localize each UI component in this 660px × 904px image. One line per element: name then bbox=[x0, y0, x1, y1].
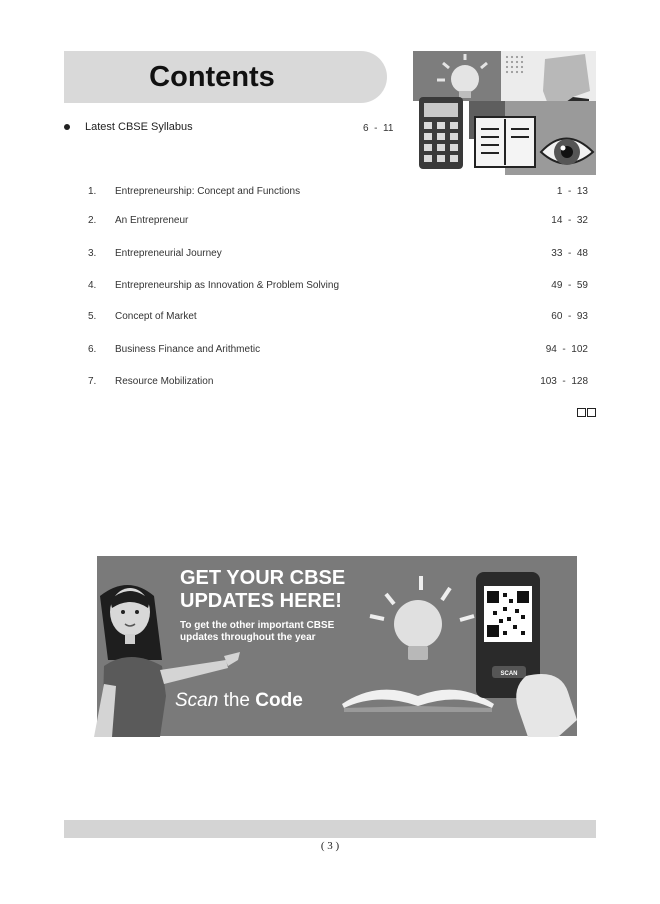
chapter-title: Concept of Market bbox=[115, 311, 197, 322]
scan-the-code-text[interactable] bbox=[175, 690, 303, 712]
chapter-number: 5. bbox=[88, 311, 97, 322]
bullet-icon bbox=[64, 124, 70, 130]
chapter-title: An Entrepreneur bbox=[115, 215, 189, 226]
chapter-title: Business Finance and Arithmetic bbox=[115, 344, 261, 355]
syllabus-pages: 6 - 11 bbox=[363, 123, 394, 134]
footer-bar bbox=[64, 820, 596, 838]
toc-entry[interactable] bbox=[88, 344, 598, 358]
book-icon bbox=[475, 117, 535, 167]
banner-headline-line1: GET YOUR CBSE bbox=[180, 567, 346, 589]
chapter-pages: 49 - 59 bbox=[551, 280, 588, 291]
header-illustration bbox=[413, 51, 596, 175]
banner-subtext-line1: To get the other important CBSE bbox=[180, 620, 335, 631]
toc-entry[interactable] bbox=[88, 376, 598, 390]
chapter-pages: 103 - 128 bbox=[540, 376, 588, 387]
chapter-pages: 1 - 13 bbox=[556, 186, 588, 197]
code-word: Code bbox=[255, 690, 303, 711]
banner-headline-line2: UPDATES HERE! bbox=[180, 590, 342, 612]
chapter-title: Entrepreneurship: Concept and Functions bbox=[115, 186, 301, 197]
chapter-number: 3. bbox=[88, 248, 97, 259]
open-book-icon bbox=[342, 690, 494, 712]
toc-entry[interactable] bbox=[88, 280, 598, 294]
chapter-pages: 33 - 48 bbox=[551, 248, 588, 259]
chapter-number: 4. bbox=[88, 280, 97, 291]
lightbulb-icon bbox=[370, 576, 474, 660]
chapter-number: 2. bbox=[88, 215, 97, 226]
syllabus-label: Latest CBSE Syllabus bbox=[85, 121, 193, 133]
chapter-title: Entrepreneurship as Innovation & Problem Solving bbox=[115, 280, 340, 291]
page-number: ( 3 ) bbox=[320, 840, 340, 852]
chapter-pages: 94 - 102 bbox=[545, 344, 588, 355]
toc-entry[interactable] bbox=[88, 215, 598, 229]
toc-entry[interactable] bbox=[88, 311, 598, 325]
chapter-number: 7. bbox=[88, 376, 97, 387]
head-sculpture-icon bbox=[543, 54, 590, 107]
toc-entry[interactable] bbox=[88, 248, 598, 262]
end-of-contents-icon bbox=[576, 404, 596, 422]
chapter-pages: 14 - 32 bbox=[551, 215, 588, 226]
chapter-number: 6. bbox=[88, 344, 97, 355]
banner-subtext-line2: updates throughout the year bbox=[180, 632, 316, 643]
chapter-pages: 60 - 93 bbox=[551, 311, 588, 322]
scan-word: Scan bbox=[175, 690, 219, 711]
chapter-title: Entrepreneurial Journey bbox=[115, 248, 222, 259]
phone-scan-button[interactable]: SCAN bbox=[500, 671, 518, 677]
toc-entry[interactable] bbox=[88, 186, 598, 200]
phone-qr-icon bbox=[476, 572, 577, 737]
the-word: the bbox=[218, 690, 256, 711]
calculator-icon bbox=[419, 97, 463, 169]
chapter-title: Resource Mobilization bbox=[115, 376, 214, 387]
chapter-number: 1. bbox=[88, 186, 97, 197]
page-title: Contents bbox=[149, 61, 275, 93]
